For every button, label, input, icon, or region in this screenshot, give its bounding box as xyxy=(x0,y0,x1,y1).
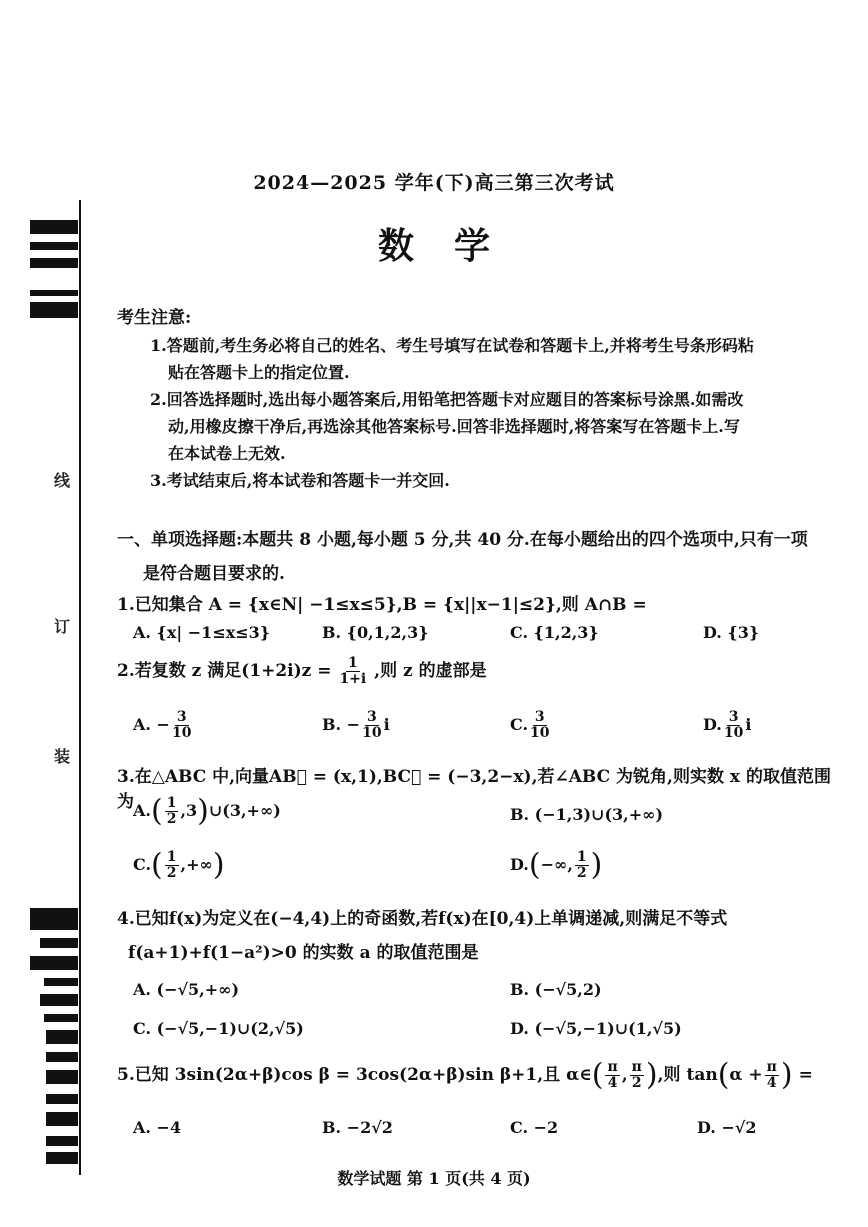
question-1-option-d: D. {3} xyxy=(703,623,760,642)
question-3-option-a xyxy=(133,793,281,829)
question-4-option-b: B. (−√5,2) xyxy=(510,980,602,999)
right-paren: ) xyxy=(780,1057,793,1093)
binding-line xyxy=(79,200,81,1175)
fraction-numerator: π xyxy=(607,1059,618,1075)
question-1-stem: 1.已知集合 A = {x∈N| −1≤x≤5},B = {x||x−1|≤2},则 A∩B = xyxy=(117,595,647,615)
option-label: A. xyxy=(133,801,151,820)
question-2-option-b xyxy=(322,710,390,741)
notice-line: 1.答题前,考生务必将自己的姓名、考生号填写在试卷和答题卡上,并将考生号条形码粘 xyxy=(150,336,754,355)
section-line: 是符合题目要求的. xyxy=(143,564,285,584)
question-3-option-b: B. (−1,3)∪(3,+∞) xyxy=(510,805,664,824)
fraction-denominator: 2 xyxy=(631,1075,642,1091)
fraction-denominator: 10 xyxy=(723,725,744,741)
fraction-numerator: 1 xyxy=(576,849,587,865)
question-1-option-c: C. {1,2,3} xyxy=(510,623,599,642)
fraction-numerator: 3 xyxy=(728,709,739,725)
fraction-numerator: π xyxy=(766,1059,777,1075)
fraction-denominator: 2 xyxy=(166,811,177,827)
fraction-numerator: π xyxy=(631,1059,642,1075)
fraction-numerator: 3 xyxy=(366,709,377,725)
option-label: D. xyxy=(703,715,722,734)
fraction-numerator: 3 xyxy=(176,709,187,725)
binding-strip-graphic xyxy=(0,190,80,1180)
option-fraction xyxy=(165,796,179,827)
option-tail: ,3 xyxy=(180,801,198,820)
fraction-denominator: 2 xyxy=(576,865,587,881)
question-1-option-b: B. {0,1,2,3} xyxy=(322,623,429,642)
question-4-line-2: f(a+1)+f(1−a²)>0 的实数 a 的取值范围是 xyxy=(128,943,479,963)
question-2-fraction xyxy=(339,656,366,687)
option-rest: ∪(3,+∞) xyxy=(208,801,281,820)
question-5-stem-b: ,则 tan xyxy=(657,1065,718,1085)
notice-line: 在本试卷上无效. xyxy=(168,444,286,463)
exam-header: 2024—2025 学年(下)高三第三次考试 xyxy=(253,172,615,194)
page-footer: 数学试题 第 1 页(共 4 页) xyxy=(337,1169,531,1188)
option-fraction xyxy=(724,710,743,741)
question-4-option-a: A. (−√5,+∞) xyxy=(133,980,240,999)
right-paren: ) xyxy=(590,847,603,883)
option-fraction xyxy=(362,710,381,741)
fraction-pi-over-4 xyxy=(605,1060,619,1091)
question-3-option-c xyxy=(133,847,225,883)
option-label: A. − xyxy=(133,715,170,734)
left-paren: ( xyxy=(717,1057,730,1093)
question-5-stem-a: 5.已知 3sin(2α+β)cos β = 3cos(2α+β)sin β+1,且 α∈ xyxy=(117,1065,592,1085)
question-5-option-a: A. −4 xyxy=(133,1118,182,1137)
right-paren: ) xyxy=(212,847,225,883)
option-tail: i xyxy=(383,715,390,734)
left-paren: ( xyxy=(150,793,163,829)
section-heading xyxy=(117,523,837,591)
option-fraction xyxy=(172,710,191,741)
binding-char-zhuang: 装 xyxy=(54,747,71,766)
right-paren: ) xyxy=(197,793,209,829)
option-fraction xyxy=(165,850,179,881)
question-2-option-d xyxy=(703,710,751,741)
notice-title: 考生注意: xyxy=(117,308,192,328)
notice-line: 2.回答选择题时,选出每小题答案后,用铅笔把答题卡对应题目的答案标号涂黑.如需改 xyxy=(150,390,744,409)
fraction-numerator: 3 xyxy=(534,709,545,725)
section-line: 一、单项选择题:本题共 8 小题,每小题 5 分,共 40 分.在每小题给出的四个选项中,只有一项 xyxy=(117,530,808,550)
fraction-denominator: 2 xyxy=(166,865,177,881)
fraction-denominator: 10 xyxy=(171,725,192,741)
question-2-stem xyxy=(117,656,847,687)
question-3-stem: 3.在△ABC 中,向量AB⃗ = (x,1),BC⃗ = (−3,2−x),若∠ABC 为锐角,则实数 x 的取值范围为 xyxy=(117,767,831,812)
fraction-denominator: 1+i xyxy=(339,671,367,687)
exam-subject: 数学 xyxy=(377,225,530,267)
option-label: C. xyxy=(133,855,152,874)
option-fraction xyxy=(530,710,549,741)
notice-line: 动,用橡皮擦干净后,再选涂其他答案标号.回答非选择题时,将答案写在答题卡上.写 xyxy=(168,417,740,436)
question-5-option-c: C. −2 xyxy=(510,1118,559,1137)
option-label: C. xyxy=(510,715,529,734)
binding-char-ding: 订 xyxy=(54,617,71,636)
question-1-option-a: A. {x| −1≤x≤3} xyxy=(133,623,271,642)
binding-char-xian: 线 xyxy=(54,471,71,490)
question-4-option-d: D. (−√5,−1)∪(1,√5) xyxy=(510,1019,682,1038)
option-label: B. − xyxy=(322,715,361,734)
fraction-denominator: 4 xyxy=(766,1075,777,1091)
fraction-denominator: 4 xyxy=(607,1075,618,1091)
option-label: D. xyxy=(510,855,529,874)
fraction-denominator: 10 xyxy=(530,725,550,741)
left-paren: ( xyxy=(591,1057,604,1093)
option-head: −∞, xyxy=(540,855,573,874)
question-2-option-a xyxy=(133,710,193,741)
question-5-stem-d: = xyxy=(798,1065,813,1085)
option-tail: i xyxy=(745,715,752,734)
left-paren: ( xyxy=(151,847,163,883)
question-5-stem: 5.已知 3sin(2α+β)cos β = 3cos(2α+β)sin β+1,且 α∈( $\frac{\pi}{4}$ , $\frac{\pi}{2}$ ),则 tan(α + $\frac{\pi}{4}$ ) = xyxy=(117,1057,813,1093)
fraction-pi-over-2 xyxy=(630,1060,644,1091)
question-5-option-b: B. −2√2 xyxy=(322,1118,393,1137)
fraction-pi-over-4 xyxy=(765,1060,779,1091)
notice-line: 3.考试结束后,将本试卷和答题卡一并交回. xyxy=(150,471,450,490)
question-5-stem-c: α + xyxy=(729,1065,763,1085)
option-fraction xyxy=(575,850,589,881)
fraction-denominator: 10 xyxy=(362,725,382,741)
notice-line: 贴在答题卡上的指定位置. xyxy=(168,363,350,382)
question-4-option-c: C. (−√5,−1)∪(2,√5) xyxy=(133,1019,304,1038)
fraction-numerator: 1 xyxy=(166,795,177,811)
question-2-stem-b: ,则 z 的虚部是 xyxy=(374,661,487,681)
question-3-option-d xyxy=(510,847,603,883)
option-tail: ,+∞ xyxy=(180,855,213,874)
right-paren: ) xyxy=(645,1057,658,1093)
question-2-stem-a: 2.若复数 z 满足(1+2i)z = xyxy=(117,661,332,681)
left-paren: ( xyxy=(528,847,541,883)
question-5-option-d: D. −√2 xyxy=(697,1118,757,1137)
question-2-option-c xyxy=(510,710,552,741)
question-4-line-1: 4.已知f(x)为定义在(−4,4)上的奇函数,若f(x)在[0,4)上单调递减,则满足不等式 xyxy=(117,909,728,929)
notice-list xyxy=(150,332,830,494)
fraction-numerator: 1 xyxy=(166,849,177,865)
binding-margin xyxy=(0,190,80,1180)
fraction-numerator: 1 xyxy=(347,655,358,671)
